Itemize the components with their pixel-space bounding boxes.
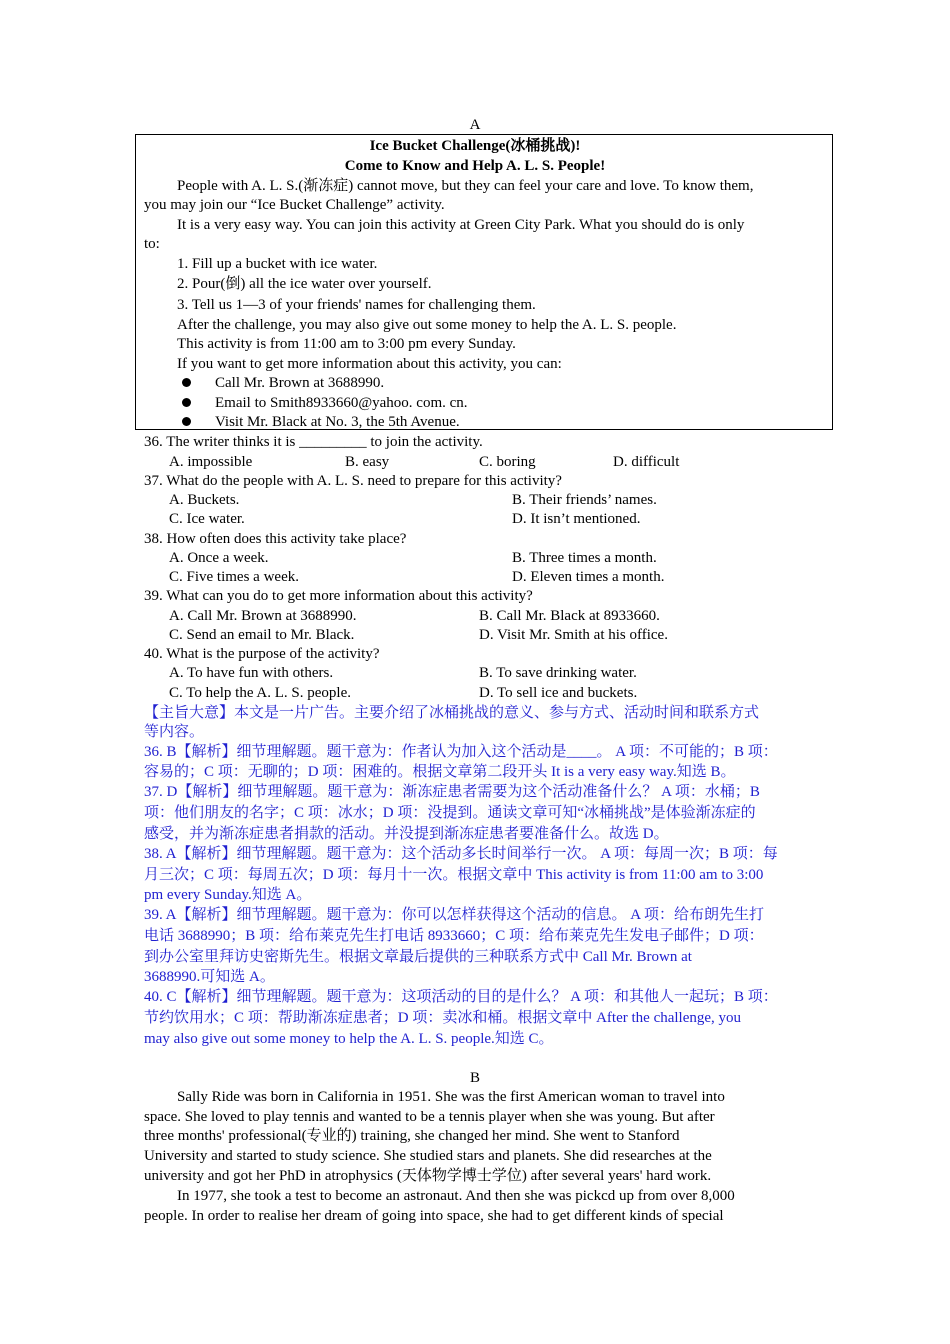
q39-option-b: B. Call Mr. Black at 8933660.: [479, 608, 660, 624]
ad-paragraph-2: It is a very easy way. You can join this activity at Green City Park. What you should do is only: [177, 217, 745, 233]
q36-option-d: D. difficult: [613, 454, 680, 470]
analysis-line: 【主旨大意】本文是一片广告。主要介绍了冰桶挑战的意义、参与方式、活动时间和联系方式: [144, 705, 760, 721]
q38-option-c: C. Five times a week.: [169, 569, 299, 585]
q36-option-b: B. easy: [345, 454, 390, 470]
q39-option-c: C. Send an email to Mr. Black.: [169, 627, 355, 643]
passage-b-line: University and started to study science. She studied stars and planets. She did researches at the: [144, 1148, 712, 1164]
ad-title: Ice Bucket Challenge(冰桶挑战)!: [369, 138, 581, 154]
passage-b-line: In 1977, she took a test to become an astronaut. And then she was pickcd up from over 8,000: [177, 1188, 735, 1204]
ad-time: This activity is from 11:00 am to 3:00 pm every Sunday.: [177, 336, 516, 352]
q40-option-c: C. To help the A. L. S. people.: [169, 685, 351, 701]
question-37: 37. What do the people with A. L. S. need to prepare for this activity?: [144, 473, 562, 489]
bullet-icon: [182, 378, 191, 387]
analysis-line: may also give out some money to help the A. L. S. people.知选 C。: [144, 1031, 554, 1047]
analysis-line: 40. C【解析】细节理解题。题干意为：这项活动的目的是什么？ A 项：和其他人一起玩；B 项：: [144, 989, 778, 1005]
question-38: 38. How often does this activity take place?: [144, 531, 407, 547]
ad-contact-1: Call Mr. Brown at 3688990.: [215, 375, 385, 391]
question-40: 40. What is the purpose of the activity?: [144, 646, 380, 662]
q37-option-c: C. Ice water.: [169, 511, 245, 527]
ad-contact-3: Visit Mr. Black at No. 3, the 5th Avenue.: [215, 414, 460, 430]
q39-option-a: A. Call Mr. Brown at 3688990.: [169, 608, 357, 624]
analysis-line: 37. D【解析】细节理解题。题干意为：渐冻症患者需要为这个活动准备什么？ A 项：水桶；B: [144, 784, 760, 800]
ad-paragraph-1-cont: you may join our “Ice Bucket Challenge” activity.: [144, 197, 445, 213]
ad-after-challenge: After the challenge, you may also give out some money to help the A. L. S. people.: [177, 317, 677, 333]
q36-option-c: C. boring: [479, 454, 536, 470]
ad-step-1: 1. Fill up a bucket with ice water.: [177, 256, 378, 272]
analysis-line: 36. B【解析】细节理解题。题干意为：作者认为加入这个活动是____。 A 项：不可能的；B 项：: [144, 744, 778, 760]
analysis-line: 等内容。: [144, 724, 205, 740]
q38-option-b: B. Three times a month.: [512, 550, 657, 566]
ad-subtitle: Come to Know and Help A. L. S. People!: [344, 158, 606, 174]
q36-option-a: A. impossible: [169, 454, 253, 470]
passage-b-line: three months' professional(专业的) training, she changed her mind. She went to Stanford: [144, 1128, 680, 1144]
question-36: 36. The writer thinks it is _________ to join the activity.: [144, 434, 483, 450]
analysis-line: 感受，并为渐冻症患者捐款的活动。并没提到渐冻症患者要准备什么。故选 D。: [144, 826, 669, 842]
section-a-heading: A: [469, 117, 481, 133]
q37-option-a: A. Buckets.: [169, 492, 240, 508]
passage-b-line: space. She loved to play tennis and wanted to be a tennis player when she was young. But after: [144, 1109, 715, 1125]
q39-option-d: D. Visit Mr. Smith at his office.: [479, 627, 668, 643]
q38-option-a: A. Once a week.: [169, 550, 269, 566]
ad-step-2: 2. Pour(倒) all the ice water over yourself.: [177, 276, 432, 292]
analysis-line: 容易的；C 项：无聊的；D 项：困难的。根据文章第二段开头 It is a very easy way.知选 B。: [144, 764, 736, 780]
analysis-line: 38. A【解析】细节理解题。题干意为：这个活动多长时间举行一次。 A 项：每周一次；B 项：每: [144, 846, 778, 862]
q37-option-d: D. It isn’t mentioned.: [512, 511, 641, 527]
analysis-line: 到办公室里拜访史密斯先生。根据文章最后提供的三种联系方式中 Call Mr. Brown at: [144, 949, 692, 965]
ad-step-3: 3. Tell us 1—3 of your friends' names for challenging them.: [177, 297, 536, 313]
q40-option-b: B. To save drinking water.: [479, 665, 637, 681]
analysis-line: 月三次；C 项：每周五次；D 项：每月十一次。根据文章中 This activity is from 11:00 am to 3:00: [144, 867, 764, 883]
bullet-icon: [182, 398, 191, 407]
passage-b-line: university and got her PhD in atrophysics (天体物学博士学位) after several years' hard work.: [144, 1168, 712, 1184]
analysis-line: pm every Sunday.知选 A。: [144, 887, 312, 903]
analysis-line: 节约饮用水；C 项：帮助渐冻症患者；D 项：卖冰和桶。根据文章中 After the challenge, you: [144, 1010, 742, 1026]
section-b-heading: B: [469, 1070, 480, 1086]
ad-paragraph-2-cont: to:: [144, 236, 160, 252]
bullet-icon: [182, 417, 191, 426]
q40-option-a: A. To have fun with others.: [169, 665, 334, 681]
analysis-line: 电话 3688990；B 项：给布莱克先生打电话 8933660；C 项：给布莱克先生发电子邮件；D 项：: [144, 928, 764, 944]
analysis-line: 项：他们朋友的名字；C 项：冰水；D 项：没提到。通读文章可知“冰桶挑战”是体验渐冻症的: [144, 805, 756, 821]
ad-contact-2: Email to Smith8933660@yahoo. com. cn.: [215, 395, 468, 411]
passage-b-line: Sally Ride was born in California in 1951. She was the first American woman to travel into: [177, 1089, 725, 1105]
q38-option-d: D. Eleven times a month.: [512, 569, 665, 585]
ad-more-info: If you want to get more information about this activity, you can:: [177, 356, 562, 372]
question-39: 39. What can you do to get more information about this activity?: [144, 588, 533, 604]
analysis-line: 3688990.可知选 A。: [144, 969, 275, 985]
q40-option-d: D. To sell ice and buckets.: [479, 685, 638, 701]
q37-option-b: B. Their friends’ names.: [512, 492, 657, 508]
analysis-line: 39. A【解析】细节理解题。题干意为：你可以怎样获得这个活动的信息。 A 项：给布朗先生打: [144, 907, 765, 923]
ad-paragraph-1: People with A. L. S.(渐冻症) cannot move, but they can feel your care and love. To know them,: [177, 178, 754, 194]
passage-b-line: people. In order to realise her dream of going into space, she had to get different kinds of special: [144, 1208, 724, 1224]
